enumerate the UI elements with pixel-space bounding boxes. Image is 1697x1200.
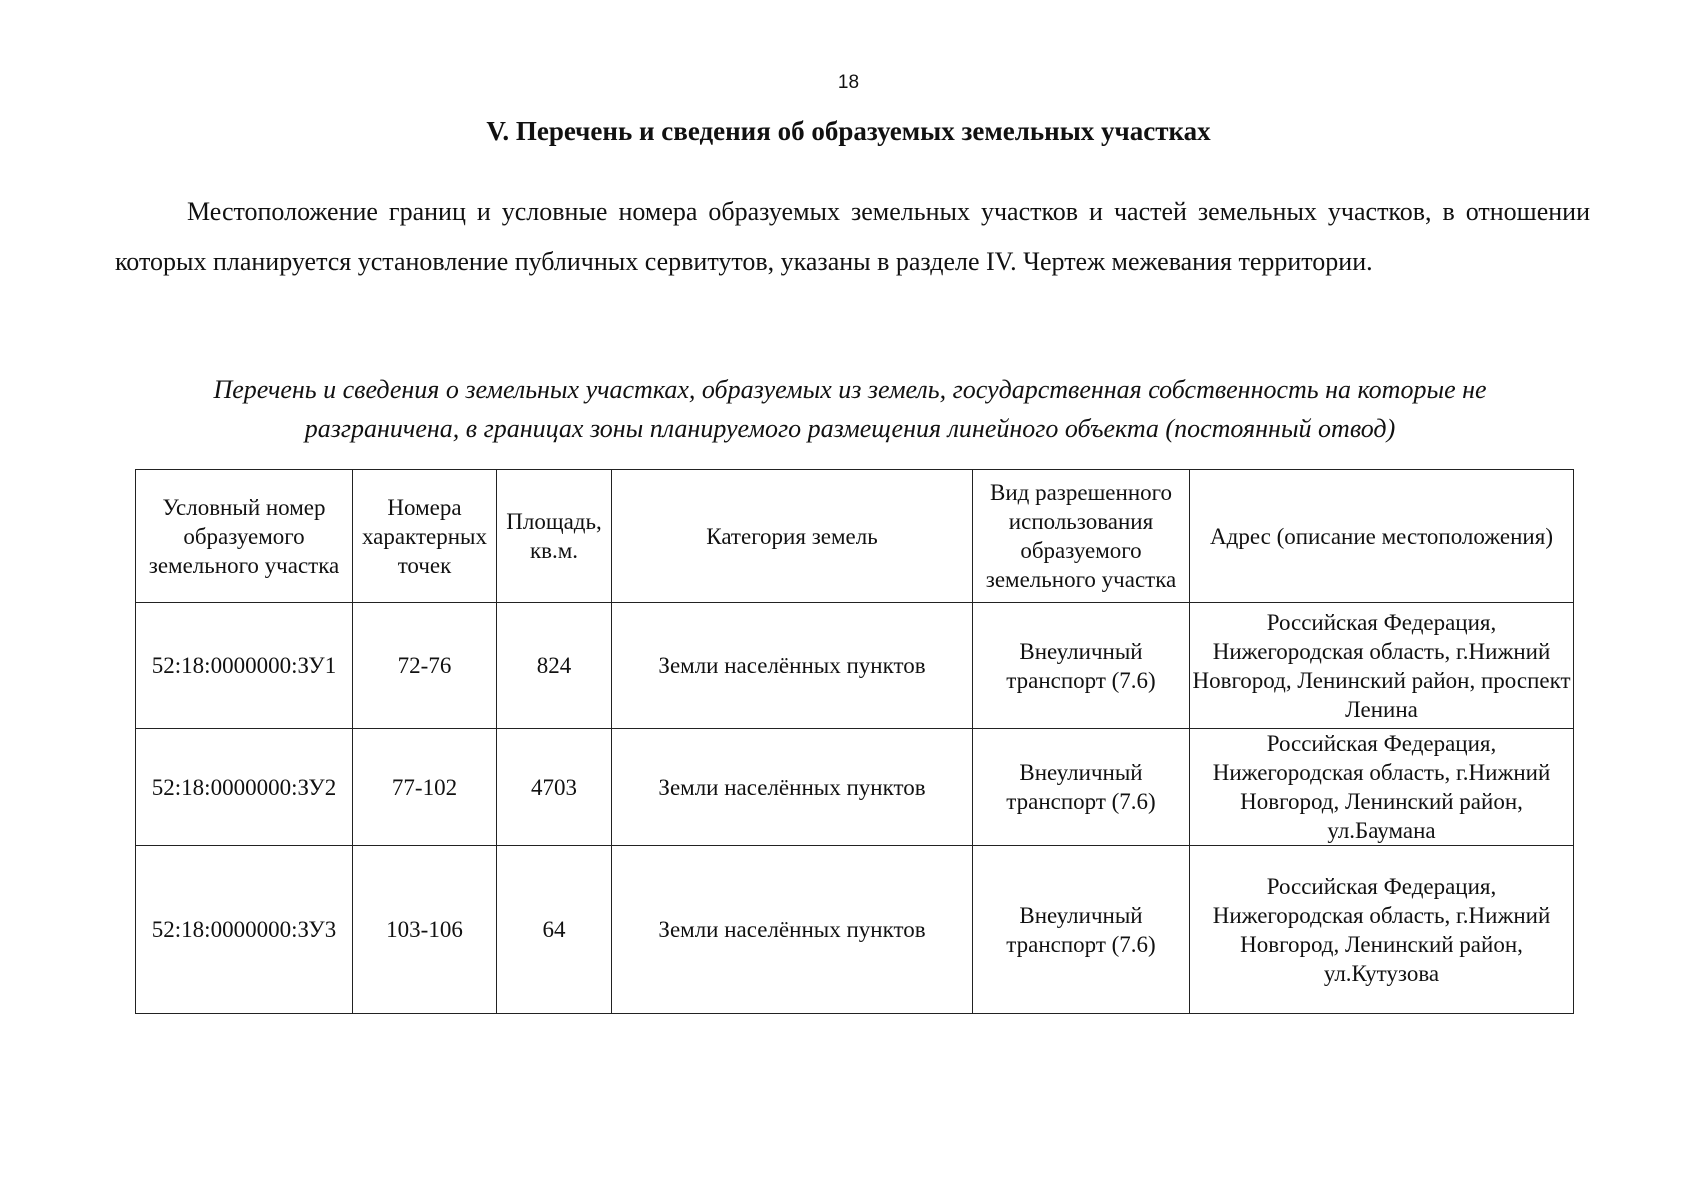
- section-title: V. Перечень и сведения об образуемых земельных участках: [486, 116, 1211, 146]
- table-caption: Перечень и сведения о земельных участках, образуемых из земель, государственная собственность на которые не разграничена, в границах зоны планируемого размещения линейного объекта (постоянный отвод): [213, 375, 1487, 443]
- cell-address: Российская Федерация, Нижегородская область, г.Нижний Новгород, Ленинский район, ул.Баумана: [1190, 729, 1574, 846]
- table-row: [136, 603, 1574, 729]
- table-row: [136, 729, 1574, 846]
- header-address: Адрес (описание местоположения): [1190, 470, 1574, 603]
- cell-area: 824: [497, 603, 612, 729]
- cell-category: Земли населённых пунктов: [612, 729, 973, 846]
- cell-number: 52:18:0000000:ЗУ2: [136, 729, 353, 846]
- cell-area: 64: [497, 846, 612, 1014]
- cell-address: Российская Федерация, Нижегородская область, г.Нижний Новгород, Ленинский район, проспект Ленина: [1190, 603, 1574, 729]
- cell-use: Внеуличный транспорт (7.6): [973, 603, 1190, 729]
- cell-use: Внеуличный транспорт (7.6): [973, 846, 1190, 1014]
- cell-category: Земли населённых пунктов: [612, 846, 973, 1014]
- table-row: [136, 846, 1574, 1014]
- table-body: [136, 603, 1574, 1014]
- cell-points: 77-102: [353, 729, 497, 846]
- cell-points: 103-106: [353, 846, 497, 1014]
- land-plots-table: [135, 469, 1574, 1014]
- cell-category: Земли населённых пунктов: [612, 603, 973, 729]
- header-points: Номера характерных точек: [353, 470, 497, 603]
- table-header: [136, 470, 1574, 603]
- header-number: Условный номер образуемого земельного участка: [136, 470, 353, 603]
- header-category: Категория земель: [612, 470, 973, 603]
- cell-use: Внеуличный транспорт (7.6): [973, 729, 1190, 846]
- cell-address: Российская Федерация, Нижегородская область, г.Нижний Новгород, Ленинский район, ул.Кутузова: [1190, 846, 1574, 1014]
- cell-area: 4703: [497, 729, 612, 846]
- table-header-row: [136, 470, 1574, 603]
- header-area: Площадь, кв.м.: [497, 470, 612, 603]
- header-use: Вид разрешенного использования образуемого земельного участка: [973, 470, 1190, 603]
- intro-paragraph: Местоположение границ и условные номера образуемых земельных участков и частей земельных участков, в отношении которых планируется установление публичных сервитутов, указаны в разделе IV. Чертеж межевания территории.: [115, 197, 1590, 276]
- page-number: 18: [837, 72, 860, 93]
- cell-number: 52:18:0000000:ЗУ1: [136, 603, 353, 729]
- cell-points: 72-76: [353, 603, 497, 729]
- cell-number: 52:18:0000000:ЗУ3: [136, 846, 353, 1014]
